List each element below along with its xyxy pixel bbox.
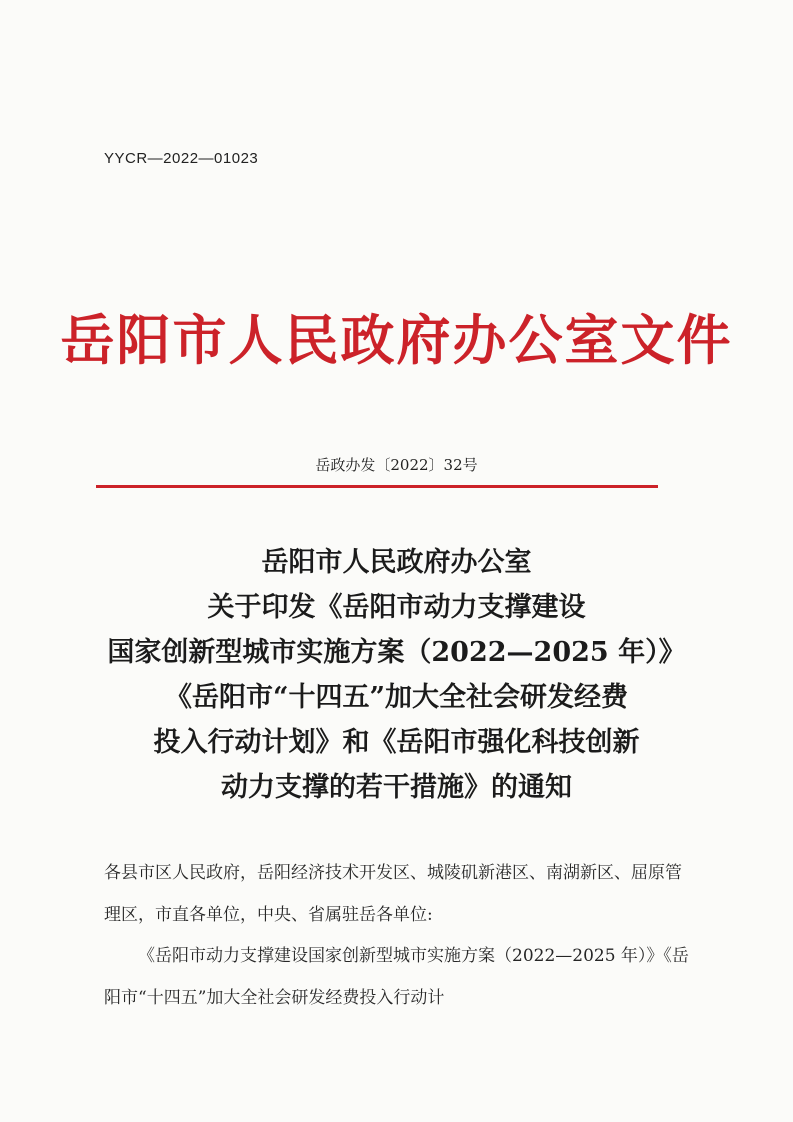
document-header-title: 岳阳市人民政府办公室文件: [60, 308, 733, 372]
document-code: YYCR—2022—01023: [104, 150, 259, 167]
notice-title-line: 动力支撑的若干措施》的通知: [221, 772, 572, 803]
notice-title-line: 投入行动计划》和《岳阳市强化科技创新: [153, 727, 640, 758]
body-paragraph: 《岳阳市动力支撑建设国家创新型城市实施方案（2022—2025 年）》《岳阳市“十四五”加大全社会研发经费投入行动计: [104, 946, 689, 1008]
notice-title-line: 关于印发《岳阳市动力支撑建设: [207, 592, 586, 623]
notice-title-line: 岳阳市人民政府办公室: [261, 547, 532, 578]
notice-title-line: 《岳阳市“十四五”加大全社会研发经费: [164, 682, 629, 713]
salutation-paragraph: 各县市区人民政府，岳阳经济技术开发区、城陵矶新港区、南湖新区、屈原管理区，市直各单位，中央、省属驻岳各单位:: [104, 863, 682, 925]
notice-title: [60, 540, 733, 810]
red-divider-rule: [96, 485, 658, 488]
document-number: 岳政办发〔2022〕32号: [315, 456, 478, 474]
notice-title-line: 国家创新型城市实施方案（2022—2025 年）》: [107, 637, 686, 668]
